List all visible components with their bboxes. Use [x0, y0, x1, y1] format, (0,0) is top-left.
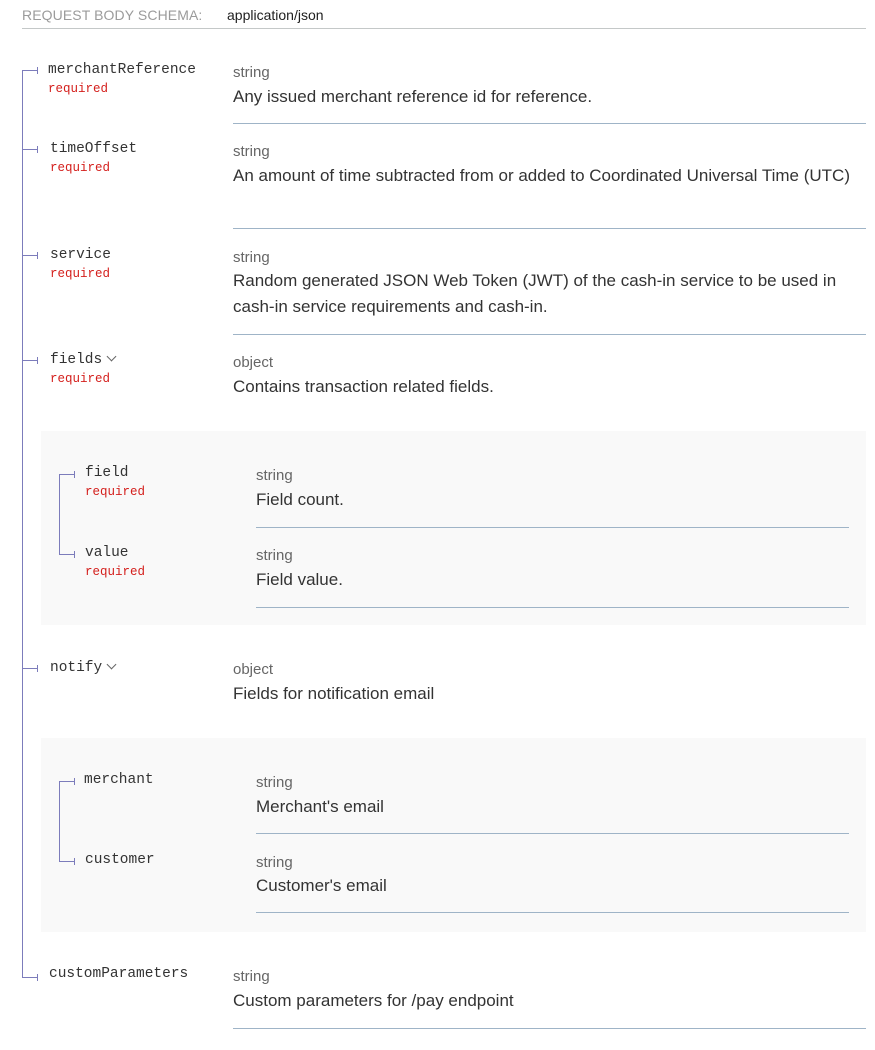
tree-branch-cap — [74, 858, 75, 865]
tree-branch-cap — [37, 252, 38, 259]
divider — [256, 912, 849, 913]
tree-branch-cap — [74, 778, 75, 785]
divider — [233, 334, 866, 335]
divider — [233, 1028, 866, 1029]
property-name: service — [50, 247, 111, 263]
property-type: string — [233, 968, 270, 985]
required-badge: required — [50, 372, 111, 386]
property-name: customParameters — [49, 966, 189, 982]
property-type: string — [256, 467, 293, 484]
property-description: Field value. — [256, 570, 343, 589]
tree-branch-icon — [59, 554, 74, 555]
property-description: Random generated JSON Web Token (JWT) of the cash-in service to be used in cash-in service requirements and cash-in. — [233, 271, 837, 316]
required-badge: required — [85, 565, 146, 579]
property-type: string — [256, 547, 293, 564]
property-name: notify — [50, 660, 103, 676]
tree-branch-icon — [22, 668, 37, 669]
required-badge: required — [50, 161, 111, 175]
tree-branch-cap — [37, 665, 38, 672]
property-description: An amount of time subtracted from or added to Coordinated Universal Time (UTC) — [233, 166, 850, 185]
tree-line — [59, 474, 60, 554]
divider — [256, 607, 849, 608]
chevron-down-icon — [107, 660, 117, 670]
expand-notify-toggle[interactable] — [50, 660, 115, 676]
required-badge: required — [48, 82, 109, 96]
tree-branch-cap — [37, 357, 38, 364]
request-body-schema-header — [22, 0, 866, 29]
tree-branch-icon — [22, 360, 37, 361]
content-type: application/json — [227, 7, 324, 23]
nested-notify-panel — [41, 738, 866, 932]
tree-branch-cap — [74, 471, 75, 478]
property-description: Contains transaction related fields. — [233, 377, 494, 396]
property-description: Fields for notification email — [233, 684, 435, 703]
required-badge: required — [85, 485, 146, 499]
expand-fields-toggle[interactable] — [50, 352, 115, 368]
property-description: Any issued merchant reference id for reference. — [233, 87, 593, 106]
tree-branch-icon — [59, 861, 74, 862]
property-description: Field count. — [256, 490, 344, 509]
chevron-down-icon — [107, 352, 117, 362]
tree-line — [59, 781, 60, 861]
property-name: customer — [85, 852, 155, 868]
property-name: merchant — [84, 772, 154, 788]
property-type: string — [256, 854, 293, 871]
tree-branch-icon — [22, 255, 37, 256]
property-type: object — [233, 661, 274, 678]
property-description: Merchant's email — [256, 797, 384, 816]
property-description: Customer's email — [256, 876, 387, 895]
property-description: Custom parameters for /pay endpoint — [233, 991, 514, 1010]
required-badge: required — [50, 267, 111, 281]
tree-branch-icon — [22, 70, 37, 71]
divider — [256, 527, 849, 528]
property-name: timeOffset — [50, 141, 138, 157]
property-type: string — [256, 774, 293, 791]
nested-fields-panel — [41, 431, 866, 625]
property-type: object — [233, 354, 274, 371]
property-type: string — [233, 64, 270, 81]
property-name: field — [85, 465, 129, 481]
tree-branch-cap — [37, 67, 38, 74]
property-type: string — [233, 249, 270, 266]
tree-branch-cap — [37, 974, 38, 981]
divider — [233, 123, 866, 124]
property-type: string — [233, 143, 270, 160]
tree-branch-icon — [59, 474, 74, 475]
property-name: fields — [50, 352, 103, 368]
tree-line — [22, 70, 23, 978]
tree-branch-cap — [37, 146, 38, 153]
schema-label: REQUEST BODY SCHEMA: — [22, 7, 203, 23]
divider — [256, 833, 849, 834]
tree-branch-cap — [74, 551, 75, 558]
property-name: value — [85, 545, 129, 561]
tree-branch-icon — [59, 781, 74, 782]
divider — [233, 228, 866, 229]
tree-branch-icon — [22, 149, 37, 150]
tree-branch-icon — [22, 977, 37, 978]
property-name: merchantReference — [48, 62, 196, 78]
